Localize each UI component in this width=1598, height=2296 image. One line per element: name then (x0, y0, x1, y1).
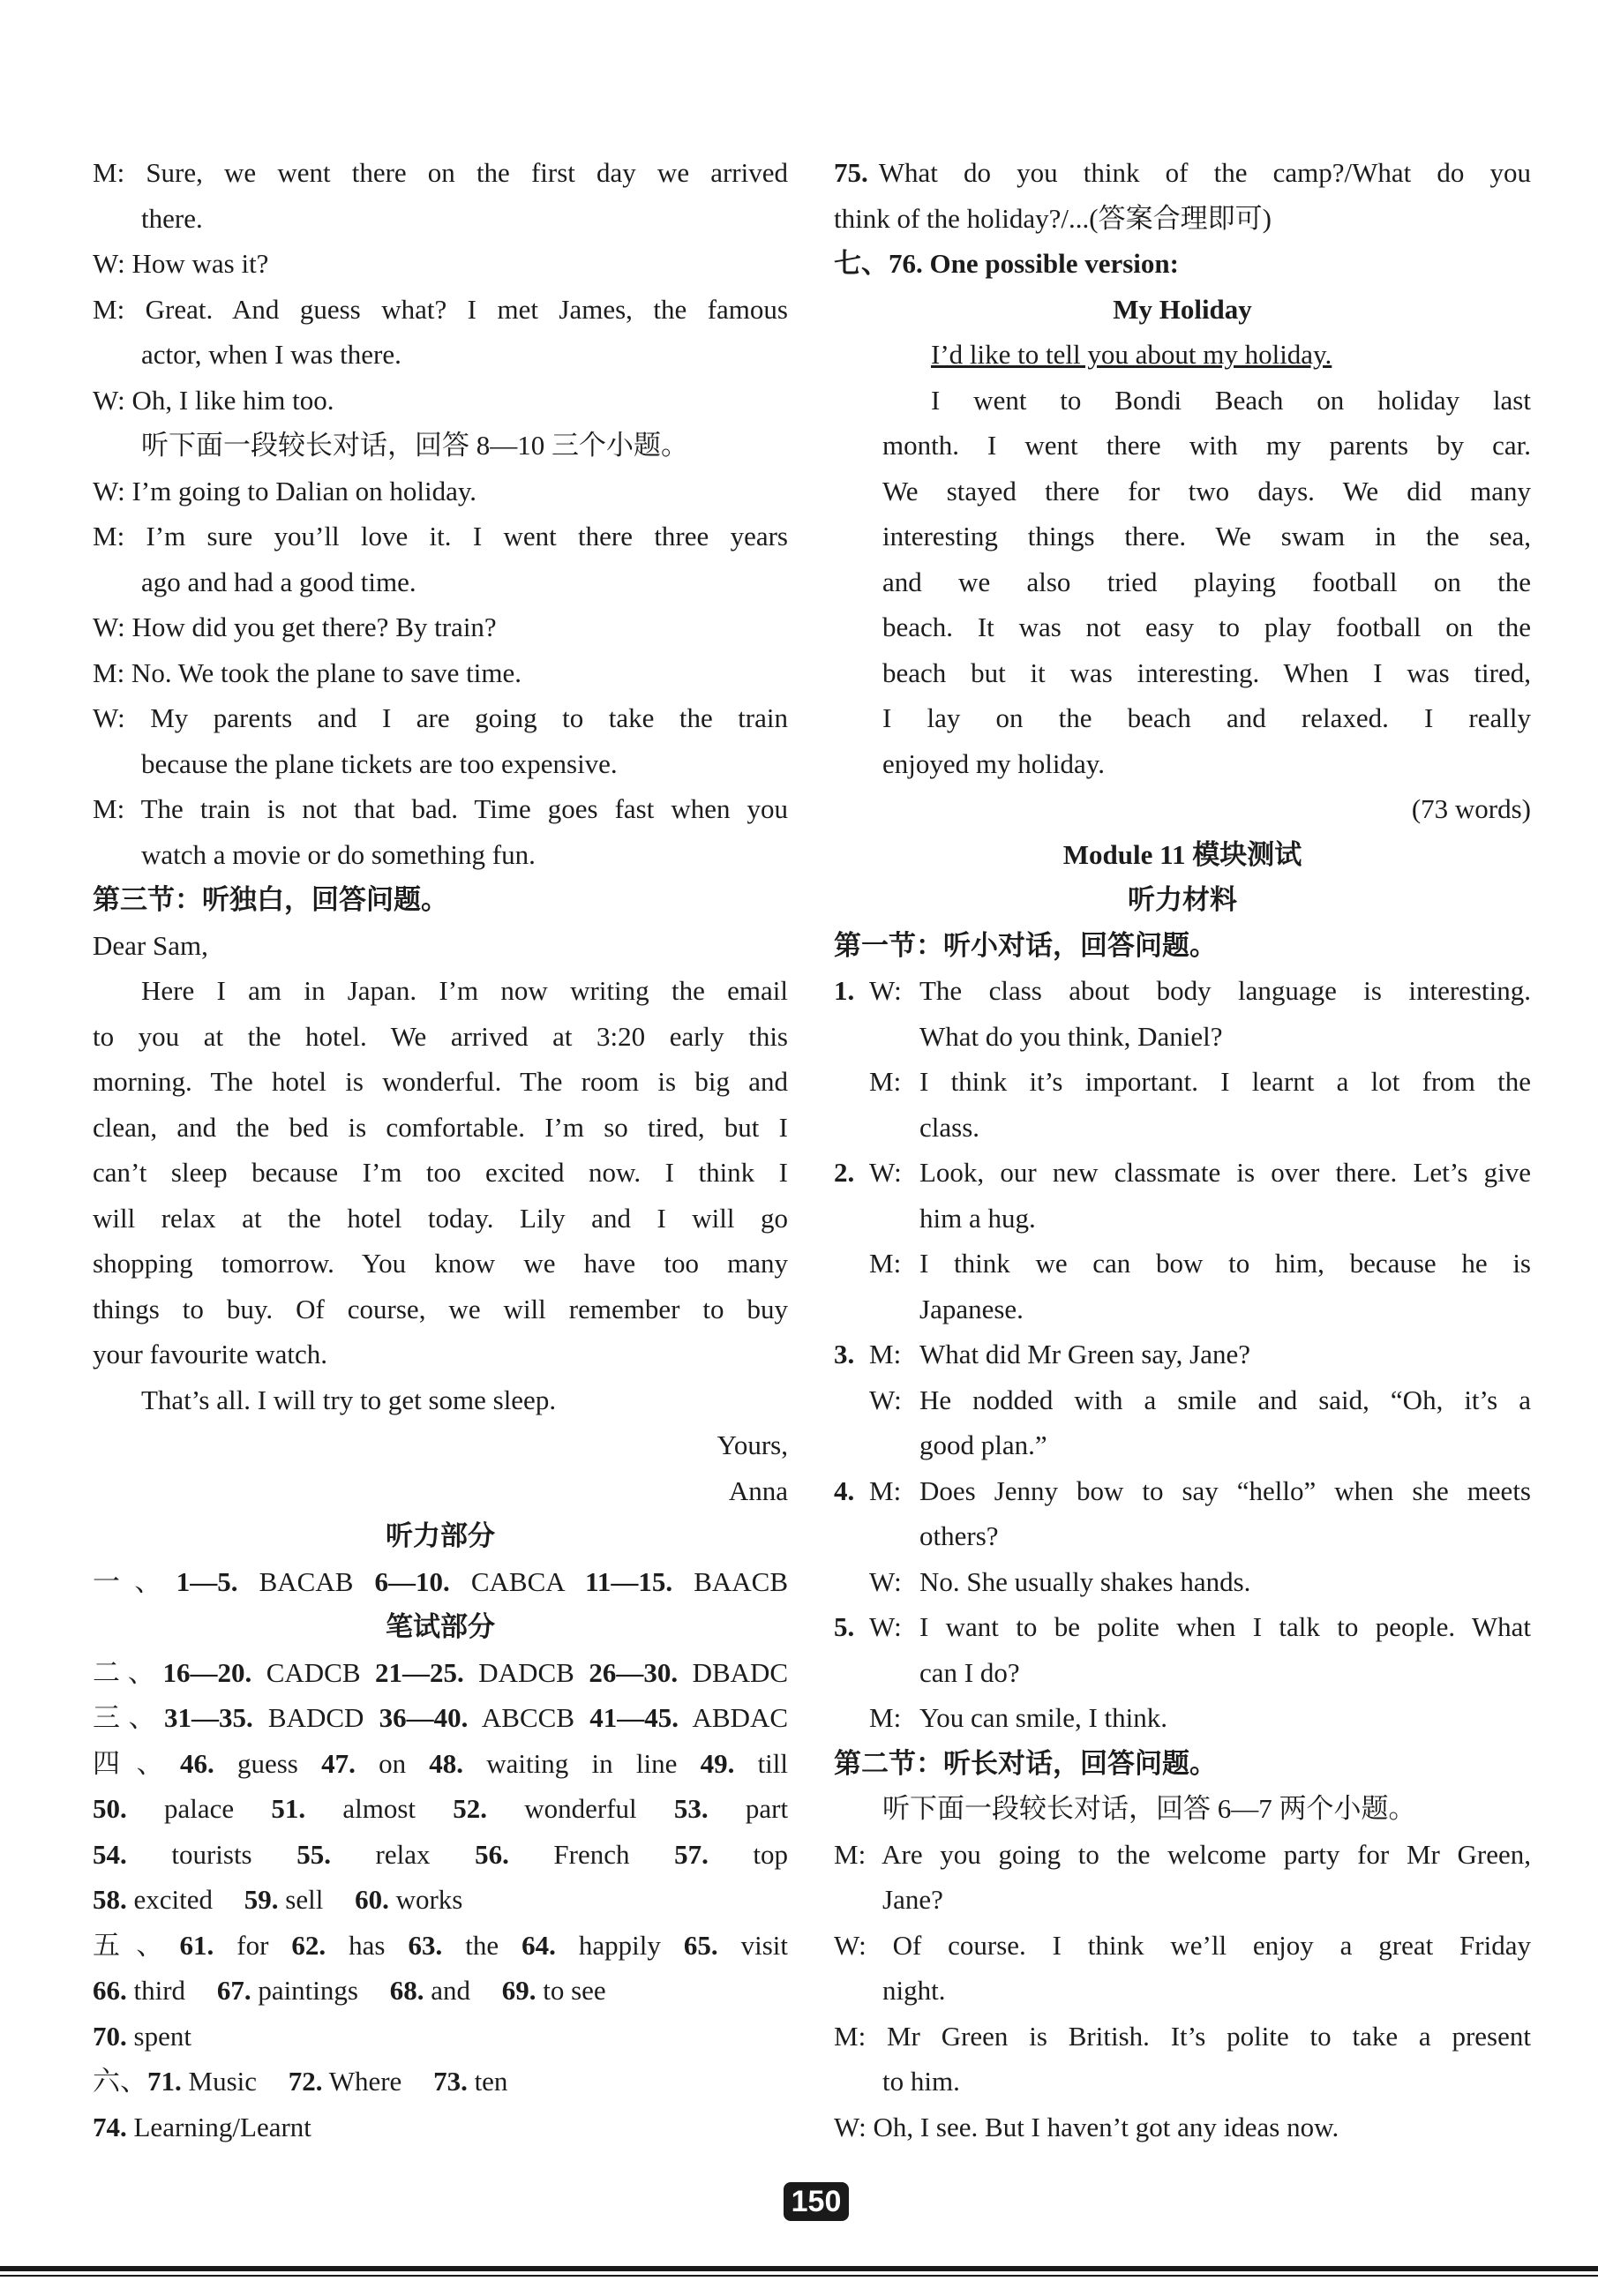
page-number: 150 (784, 2182, 849, 2221)
question-number: 70. (93, 2020, 127, 2052)
answer-row (93, 2105, 788, 2150)
answer-row (93, 1968, 788, 2014)
answer-value: palace (163, 1793, 235, 1824)
answer-value: ten (474, 2066, 508, 2097)
text-line: ago and had a good time. (141, 566, 416, 597)
answer-value: CABCA (470, 1565, 564, 1597)
answer-item (93, 1748, 298, 1779)
text-line: W: I’m going to Dalian on holiday. (93, 475, 477, 506)
answer-item (684, 1930, 788, 1961)
text-line: morning. The hotel is wonderful. The room is big and (93, 1066, 788, 1097)
footer-rule-thin (0, 2275, 1598, 2277)
question-number: 5. (834, 1611, 855, 1642)
question-number: 26—30. (589, 1656, 679, 1688)
text-line: your favourite watch. (93, 1339, 327, 1369)
answer-row (93, 2014, 788, 2060)
text-line: W: My parents and I are going to take the train (93, 702, 788, 733)
answer-value: till (757, 1747, 789, 1779)
speaker-label: W: (869, 1384, 902, 1415)
text-line: No. She usually shakes hands. (919, 1565, 1251, 1597)
question-number: 21—25. (375, 1656, 464, 1688)
answer-value: third (133, 1975, 186, 2006)
text-line: I think it’s important. I learnt a lot from the (919, 1066, 1531, 1097)
essay-line: interesting things there. We swam in the sea, (882, 521, 1531, 551)
answer-item (93, 1793, 234, 1824)
text-line: Here I am in Japan. I’m now writing the email (141, 975, 788, 1006)
text-line: He nodded with a smile and said, “Oh, it’s a (919, 1384, 1531, 1415)
question-number: 72. (288, 2066, 323, 2097)
answer-item (429, 1748, 677, 1779)
right-column (834, 150, 1531, 2150)
answer-item (93, 1702, 364, 1733)
answer-value: relax (375, 1838, 431, 1870)
text-line: think of the holiday?/...(答案合理即可) (834, 202, 1272, 234)
question-number: 60. (355, 1884, 389, 1915)
text-line: Jane? (882, 1884, 943, 1915)
text-line: W: How was it? (93, 248, 269, 279)
answer-item (291, 1930, 385, 1961)
answer-item (589, 1702, 788, 1733)
answer-item (93, 1566, 353, 1597)
dialogue-turn (834, 1559, 1531, 1605)
answer-value: top (753, 1838, 789, 1870)
word-count: (73 words) (1411, 793, 1531, 824)
question-number: 31—35. (163, 1702, 253, 1733)
answer-value: DADCB (478, 1656, 574, 1688)
text-line: good plan.” (919, 1429, 1047, 1460)
essay-line: I’d like to tell you about my holiday. (931, 339, 1332, 370)
answer-item (93, 1657, 361, 1688)
text-line: clean, and the bed is comfortable. I’m so tired, but I (93, 1111, 788, 1143)
question-number: 6—10. (374, 1565, 450, 1597)
text-line: M: Great. And guess what? I met James, the famous (93, 293, 788, 325)
answer-value: visit (740, 1929, 789, 1961)
answer-item (93, 2021, 191, 2052)
answer-row (93, 2059, 788, 2105)
question-number: 16—20. (162, 1656, 252, 1688)
question-number: 1. (834, 975, 855, 1006)
text-line: will relax at the hotel today. Lily and I will go (93, 1202, 788, 1234)
question-number: 57. (674, 1838, 709, 1870)
question-number: 59. (244, 1884, 279, 1915)
module-title: Module 11 模块测试 (1062, 838, 1302, 870)
answer-item (585, 1566, 788, 1597)
text-line: to you at the hotel. We arrived at 3:20 early this (93, 1020, 788, 1052)
answer-value: part (745, 1793, 789, 1824)
dialogue-turn (834, 1059, 1531, 1150)
question-number: 74. (93, 2111, 127, 2142)
answer-value: paintings (258, 1975, 358, 2006)
text-line: The class about body language is interesting. (919, 975, 1531, 1006)
answer-value: wonderful (524, 1793, 637, 1824)
text-line: class. (919, 1111, 980, 1143)
section-marker: 四、 (93, 1747, 180, 1779)
text-line: Does Jenny bow to say “hello” when she meets (919, 1474, 1531, 1506)
speaker-label: M: (869, 1248, 902, 1279)
answer-value: tourists (171, 1838, 252, 1870)
dialogue-2 (834, 1150, 1531, 1332)
text-line: You can smile, I think. (919, 1702, 1168, 1733)
section-marker: 一、 (93, 1565, 176, 1597)
answer-row (93, 1695, 788, 1741)
text-line: to him. (882, 2066, 960, 2097)
question-number: 11—15. (585, 1565, 673, 1597)
question-number: 48. (429, 1747, 464, 1779)
text-line: What do you think of the camp?/What do you (878, 157, 1531, 188)
answer-value: BACAB (259, 1565, 354, 1597)
question-number (834, 1559, 869, 1605)
question-number (834, 1241, 869, 1332)
answer-item (475, 1839, 629, 1870)
answer-item (375, 1566, 564, 1597)
answer-value: ABCCB (481, 1702, 575, 1733)
answer-item (674, 1793, 788, 1824)
section-marker: 五、 (93, 1929, 180, 1961)
text-line: M: Mr Green is British. It’s polite to take a present (834, 2020, 1531, 2052)
section-heading: 第一节：听小对话，回答问题。 (834, 929, 1217, 961)
text-line: can I do? (919, 1656, 1020, 1688)
answer-item (589, 1657, 788, 1688)
text-line: because the plane tickets are too expensive. (141, 747, 618, 779)
answer-value: BADCD (267, 1702, 364, 1733)
text-line: can’t sleep because I’m too excited now. I think I (93, 1157, 788, 1188)
answer-item (355, 1884, 462, 1915)
answer-item (289, 2066, 402, 2097)
essay-line: I went to Bondi Beach on holiday last (931, 384, 1531, 416)
answer-value: the (465, 1929, 499, 1961)
question-number: 63. (408, 1929, 443, 1961)
question-number: 66. (93, 1975, 127, 2006)
text-line: W: How did you get there? By train? (93, 612, 497, 642)
question-number: 62. (291, 1929, 326, 1961)
answer-value: almost (342, 1793, 416, 1824)
question-number: 61. (179, 1929, 214, 1961)
answer-row (93, 1877, 788, 1923)
section-marker: 二、 (93, 1656, 163, 1688)
speaker-label: W: (869, 1565, 902, 1597)
question-number (834, 1377, 869, 1468)
text-line: M: The train is not that bad. Time goes fast when you (93, 793, 788, 824)
speaker-label: M: (869, 1066, 902, 1097)
text-line: W: Of course. I think we’ll enjoy a great Friday (834, 1929, 1531, 1961)
question-number: 52. (453, 1793, 488, 1824)
section-heading: 第三节：听独白，回答问题。 (93, 884, 448, 915)
answer-item (521, 1930, 661, 1961)
answer-item (408, 1930, 499, 1961)
dialogue-turn (834, 1150, 1531, 1241)
dialogue-4 (834, 1468, 1531, 1605)
answer-value: for (236, 1929, 269, 1961)
answer-item (93, 2066, 257, 2097)
answer-value: on (379, 1747, 407, 1779)
question-number: 3. (834, 1339, 855, 1369)
text-line: Look, our new classmate is over there. Let’s give (919, 1157, 1531, 1188)
section-marker: 三、 (93, 1702, 164, 1733)
text-line: W: Oh, I like him too. (93, 384, 334, 416)
text-line: M: I’m sure you’ll love it. I went there three years (93, 521, 788, 551)
essay-line: enjoyed my holiday. (882, 747, 1105, 779)
question-number: 73. (433, 2066, 468, 2097)
answer-item (244, 1884, 324, 1915)
answer-item (93, 1930, 268, 1961)
question-number: 4. (834, 1474, 855, 1506)
section-heading-written: 笔试部分 (386, 1611, 495, 1642)
speaker-label: M: (869, 1474, 902, 1506)
text-line: That’s all. I will try to get some sleep. (141, 1384, 557, 1415)
answer-value: spent (133, 2020, 191, 2052)
dialogue-3 (834, 1332, 1531, 1468)
question-number: 51. (271, 1793, 306, 1824)
question-number: 65. (683, 1929, 718, 1961)
answer-value: works (395, 1884, 463, 1915)
answer-row (93, 1741, 788, 1787)
answer-item (217, 1975, 358, 2006)
dialogue-turn (834, 1332, 1531, 1377)
text-line: I want to be polite when I talk to people. What (919, 1611, 1531, 1642)
answer-item (93, 1884, 213, 1915)
essay-line: I lay on the beach and relaxed. I really (882, 702, 1531, 733)
text-line: M: No. We took the plane to save time. (93, 657, 521, 688)
answer-value: has (349, 1929, 386, 1961)
text-line: night. (882, 1975, 946, 2006)
question-number (834, 1059, 869, 1150)
essay-line: beach but it was interesting. When I was tired, (882, 657, 1531, 688)
answer-value: DBADC (692, 1656, 789, 1688)
text-line: Japanese. (919, 1293, 1024, 1324)
dialogue-5 (834, 1604, 1531, 1741)
text-line: watch a movie or do something fun. (141, 838, 536, 870)
question-number: 55. (296, 1838, 331, 1870)
text-line: him a hug. (919, 1202, 1036, 1234)
question-number: 47. (321, 1747, 356, 1779)
answer-item (271, 1793, 416, 1824)
letter-signature: Anna (728, 1474, 788, 1506)
answer-row (93, 1559, 788, 1605)
answer-value: sell (285, 1884, 324, 1915)
answer-item (453, 1793, 636, 1824)
answer-row (93, 1832, 788, 1878)
question-number: 64. (521, 1929, 556, 1961)
text-line: actor, when I was there. (141, 339, 401, 370)
question-number: 58. (93, 1884, 127, 1915)
answer-75 (834, 150, 1531, 196)
section-instruction: 听下面一段较长对话，回答 8—10 三个小题。 (141, 430, 688, 461)
dialogue-turn (834, 1604, 1531, 1695)
text-line: others? (919, 1520, 999, 1551)
speaker-label: W: (869, 975, 902, 1006)
dialogue-turn (834, 1377, 1531, 1468)
listening-material-heading: 听力材料 (1128, 884, 1237, 915)
answer-value: Where (328, 2066, 402, 2097)
speaker-label: M: (869, 1702, 902, 1733)
text-line: I think we can bow to him, because he is (919, 1248, 1531, 1279)
speaker-label: W: (869, 1157, 902, 1188)
answer-value: BAACB (694, 1565, 789, 1597)
text-line: What do you think, Daniel? (919, 1020, 1223, 1052)
answer-row (93, 1923, 788, 1969)
answer-item (93, 2112, 311, 2142)
answer-item (379, 1702, 574, 1733)
dialogue-1 (834, 968, 1531, 1150)
letter-closing: Yours, (716, 1429, 788, 1460)
answer-value: Learning/Learnt (133, 2111, 311, 2142)
answer-value: happily (578, 1929, 661, 1961)
answer-value: and (431, 1975, 470, 2006)
left-column (93, 150, 788, 2150)
answer-row (93, 1650, 788, 1696)
section-heading-listening: 听力部分 (386, 1520, 495, 1551)
answer-value: to see (543, 1975, 606, 2006)
essay-line: and we also tried playing football on the (882, 566, 1531, 597)
answer-row (93, 1786, 788, 1832)
footer-rule (0, 2266, 1598, 2271)
section-marker: 六、 (93, 2066, 147, 2097)
dialogue-turn (834, 968, 1531, 1059)
question-number (834, 1695, 869, 1741)
answer-item (701, 1748, 788, 1779)
speaker-label: W: (869, 1611, 902, 1642)
dialogue-turn (834, 1468, 1531, 1559)
text-line: there. (141, 202, 203, 234)
answer-item (375, 1657, 574, 1688)
question-number: 54. (93, 1838, 127, 1870)
speaker-label: M: (869, 1339, 902, 1369)
question-number: 68. (389, 1975, 424, 2006)
question-number: 71. (147, 2066, 182, 2097)
answer-item (93, 1839, 252, 1870)
section-heading: 七、76. One possible version: (834, 248, 1179, 279)
question-number: 41—45. (589, 1702, 679, 1733)
answer-value: ABDAC (692, 1702, 789, 1733)
text-line: M: Are you going to the welcome party for Mr Green, (834, 1838, 1531, 1870)
question-number: 67. (216, 1975, 251, 2006)
text-line: M: Sure, we went there on the first day we arrived (93, 157, 788, 188)
question-number: 53. (673, 1793, 709, 1824)
question-number: 36—40. (379, 1702, 469, 1733)
essay-title: My Holiday (1113, 293, 1252, 325)
answer-item (321, 1748, 406, 1779)
answer-value: waiting in line (486, 1747, 678, 1779)
text-line: What did Mr Green say, Jane? (919, 1339, 1251, 1369)
answer-value: guess (236, 1747, 298, 1779)
dialogue-turn (834, 1241, 1531, 1332)
section-heading: 第二节：听长对话，回答问题。 (834, 1747, 1217, 1779)
answer-item (433, 2066, 507, 2097)
essay-line: beach. It was not easy to play football on the (882, 612, 1531, 642)
question-number: 56. (475, 1838, 509, 1870)
question-number: 46. (179, 1747, 214, 1779)
text-line: W: Oh, I see. But I haven’t got any ideas now. (834, 2111, 1339, 2142)
answer-value: CADCB (266, 1656, 361, 1688)
essay-line: month. I went there with my parents by car. (882, 430, 1531, 461)
question-number: 49. (700, 1747, 735, 1779)
answer-item (93, 1975, 185, 2006)
question-number: 50. (93, 1793, 127, 1824)
question-number: 1—5. (176, 1565, 238, 1597)
section-instruction: 听下面一段较长对话，回答 6—7 两个小题。 (882, 1793, 1416, 1824)
essay-line: We stayed there for two days. We did many (882, 475, 1531, 506)
text-line: shopping tomorrow. You know we have too many (93, 1248, 788, 1279)
answer-item (390, 1975, 470, 2006)
question-number: 75. (834, 157, 868, 188)
answer-value: French (553, 1838, 630, 1870)
answer-item (674, 1839, 788, 1870)
letter-salutation: Dear Sam, (93, 929, 208, 961)
dialogue-turn (834, 1695, 1531, 1741)
answer-item (502, 1975, 606, 2006)
question-number: 69. (501, 1975, 536, 2006)
text-line: things to buy. Of course, we will remember to buy (93, 1293, 788, 1324)
answer-value: excited (133, 1884, 214, 1915)
question-number: 2. (834, 1157, 855, 1188)
answer-value: Music (188, 2066, 257, 2097)
answer-item (296, 1839, 430, 1870)
